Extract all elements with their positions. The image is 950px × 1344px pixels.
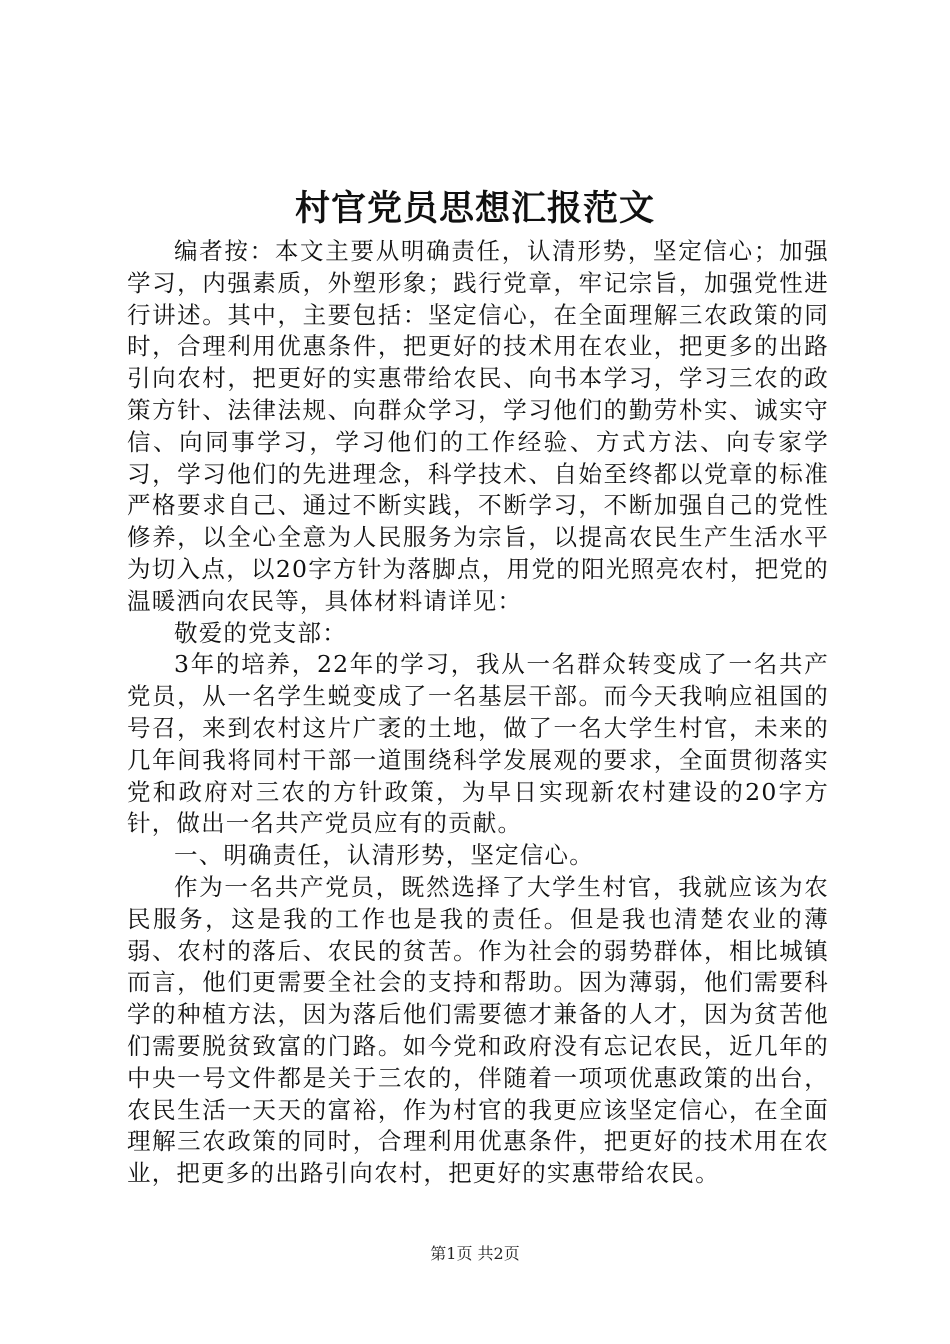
editor-note-paragraph: 编者按：本文主要从明确责任，认清形势，坚定信心；加强学习，内强素质，外塑形象；践行党章，牢记宗旨，加强党性进行讲述。其中，主要包括：坚定信心，在全面理解三农政策的同时，合理利用优惠条件，把更好的技术用在农业，把更多的出路引向农村，把更好的实惠带给农民、向书本学习，学习三农的政策方针、法律法规、向群众学习，学习他们的勤劳朴实、诚实守信、向同事学习，学习他们的工作经验、方式方法、向专家学习，学习他们的先进理念，科学技术、自始至终都以党章的标准严格要求自己、通过不断实践，不断学习，不断加强自己的党性修养，以全心全意为人民服务为宗旨，以提高农民生产生活水平为切入点，以20字方针为落脚点，用党的阳光照亮农村，把党的温暖洒向农民等，具体材料请详见： — [127, 237, 829, 615]
section-heading: 一、明确责任，认清形势，坚定信心。 — [174, 841, 594, 870]
intro-paragraph: 3年的培养，22年的学习，我从一名群众转变成了一名共产党员，从一名学生蜕变成了一名基层干部。而今天我响应祖国的号召，来到农村这片广袤的土地，做了一名大学生村官，未来的几年间我将同村干部一道围绕科学发展观的要求，全面贯彻落实党和政府对三农的方针政策，为早日实现新农村建设的20字方针，做出一名共产党员应有的贡献。 — [127, 650, 829, 838]
section-paragraph: 作为一名共产党员，既然选择了大学生村官，我就应该为农民服务，这是我的工作也是我的责任。但是我也清楚农业的薄弱、农村的落后、农民的贫苦。作为社会的弱势群体，相比城镇而言，他们更需要全社会的支持和帮助。因为薄弱，他们需要科学的种植方法，因为落后他们需要德才兼备的人才，因为贫苦他们需要脱贫致富的门路。如今党和政府没有忘记农民，近几年的中央一号文件都是关于三农的，伴随着一项项优惠政策的出台，农民生活一天天的富裕，作为村官的我更应该坚定信心，在全面理解三农政策的同时，合理利用优惠条件，把更好的技术用在农业，把更多的出路引向农村，把更好的实惠带给农民。 — [127, 872, 829, 1188]
page-number-footer: 第1页 共2页 — [430, 1244, 520, 1263]
salutation-paragraph: 敬爱的党支部： — [174, 618, 347, 647]
document-body — [127, 236, 829, 1190]
document-title: 村官党员思想汇报范文 — [294, 188, 655, 229]
